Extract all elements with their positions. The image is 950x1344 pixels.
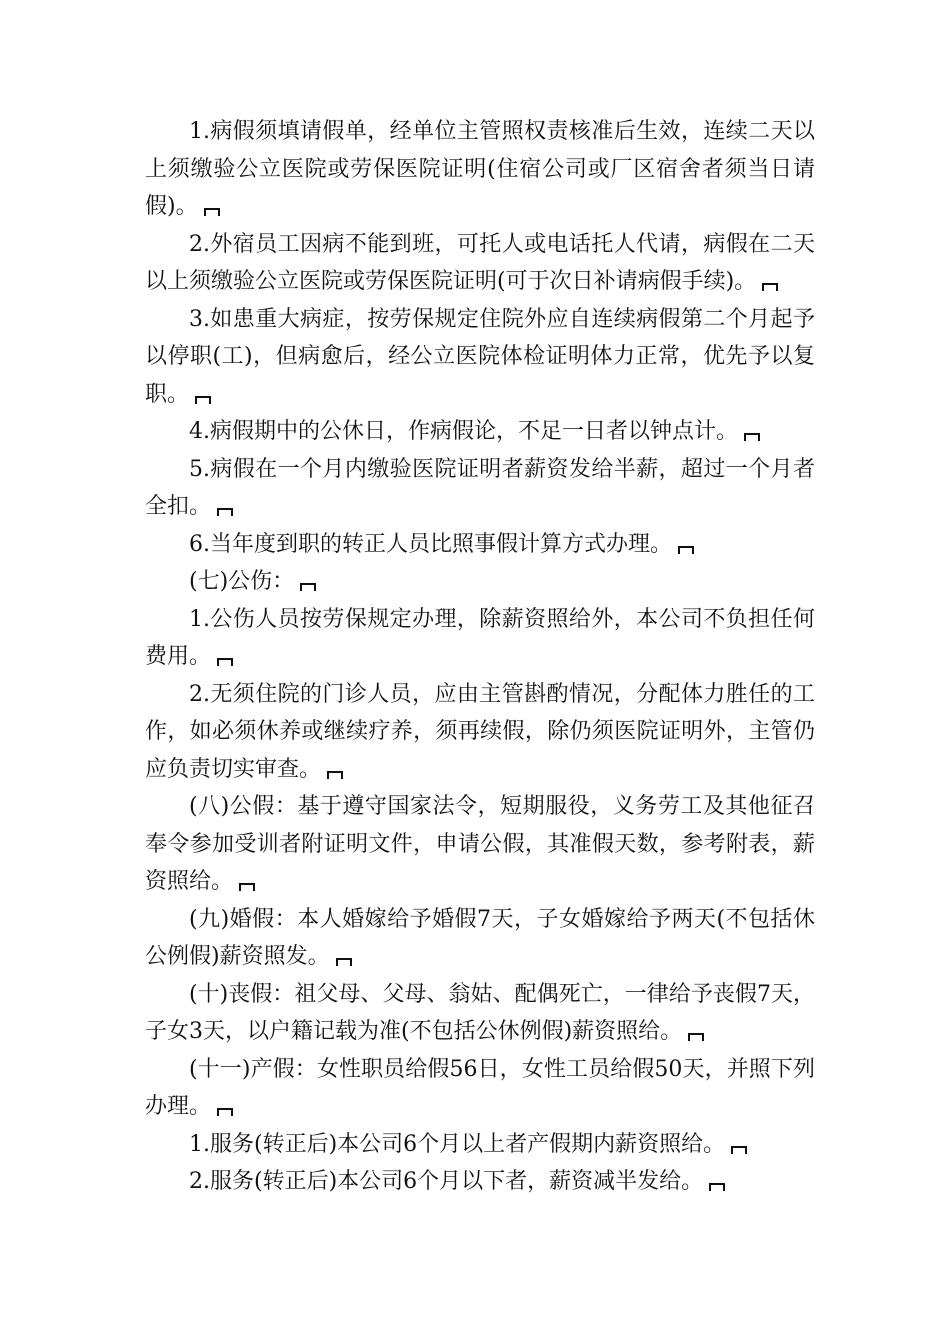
paragraph-text: 4.病假期中的公休日，作病假论，不足一日者以钟点计。: [189, 419, 738, 444]
paragraph-mark-icon: [239, 883, 255, 891]
paragraph: [145, 451, 815, 526]
paragraph: [145, 1051, 815, 1126]
paragraph: [145, 226, 815, 301]
paragraph-mark-icon: [327, 771, 343, 779]
paragraph-mark-icon: [204, 208, 220, 216]
document-body: [145, 113, 815, 1201]
paragraph-mark-icon: [678, 546, 694, 554]
paragraph: [145, 601, 815, 676]
paragraph-mark-icon: [195, 396, 211, 404]
paragraph-text: (十一)产假：女性职员给假56日，女性工员给假50天，并照下列办理。: [145, 1056, 815, 1119]
paragraph: [145, 1163, 815, 1201]
paragraph-mark-icon: [217, 658, 233, 666]
paragraph-text: 2.外宿员工因病不能到班，可托人或电话托人代请，病假在二天以上须缴验公立医院或劳保医院证明(可于次日补请病假手续)。: [145, 231, 815, 294]
section-heading: [145, 563, 815, 601]
paragraph-mark-icon: [688, 1033, 704, 1041]
paragraph: [145, 413, 815, 451]
paragraph-text: 2.服务(转正后)本公司6个月以下者，薪资减半发给。: [189, 1169, 704, 1194]
paragraph-text: (八)公假：基于遵守国家法令，短期服役，义务劳工及其他征召奉令参加受训者附证明文件，申请公假，其准假天数，参考附表，薪资照给。: [145, 794, 815, 894]
paragraph: [145, 788, 815, 901]
paragraph-mark-icon: [762, 283, 778, 291]
paragraph-text: 6.当年度到职的转正人员比照事假计算方式办理。: [189, 531, 672, 557]
paragraph-text: (十)丧假：祖父母、父母、翁姑、配偶死亡，一律给予丧假7天，子女3天，以户籍记载为准(不包括公休例假)薪资照给。: [145, 981, 815, 1044]
paragraph-text: 1.病假须填请假单，经单位主管照权责核准后生效，连续二天以上须缴验公立医院或劳保医院证明(住宿公司或厂区宿舍者须当日请假)。: [145, 119, 815, 219]
paragraph-mark-icon: [300, 583, 316, 591]
paragraph: [145, 676, 815, 789]
paragraph-text: 1.公伤人员按劳保规定办理，除薪资照给外，本公司不负担任何费用。: [145, 606, 815, 669]
paragraph-mark-icon: [217, 508, 233, 516]
paragraph: [145, 901, 815, 976]
paragraph-mark-icon: [709, 1183, 725, 1191]
paragraph: [145, 301, 815, 414]
paragraph: [145, 976, 815, 1051]
paragraph-mark-icon: [731, 1146, 747, 1154]
paragraph-mark-icon: [744, 433, 760, 441]
paragraph-text: 3.如患重大病症，按劳保规定住院外应自连续病假第二个月起予以停职(工)，但病愈后，经公立医院体检证明体力正常，优先予以复职。: [145, 306, 815, 407]
paragraph-text: 5.病假在一个月内缴验医院证明者薪资发给半薪，超过一个月者全扣。: [145, 456, 815, 519]
paragraph-text: 1.服务(转正后)本公司6个月以上者产假期内薪资照给。: [189, 1131, 726, 1157]
paragraph-mark-icon: [336, 958, 352, 966]
paragraph: [145, 526, 815, 564]
paragraph-mark-icon: [217, 1108, 233, 1116]
paragraph-text: (七)公伤：: [189, 569, 295, 594]
paragraph-text: 2.无须住院的门诊人员，应由主管斟酌情况，分配体力胜任的工作，如必须休养或继续疗养，须再续假，除仍须医院证明外，主管仍应负责切实审查。: [145, 681, 815, 782]
paragraph: [145, 1126, 815, 1164]
paragraph-text: (九)婚假：本人婚嫁给予婚假7天，子女婚嫁给予两天(不包括休公例假)薪资照发。: [145, 906, 815, 969]
paragraph: [145, 113, 815, 226]
